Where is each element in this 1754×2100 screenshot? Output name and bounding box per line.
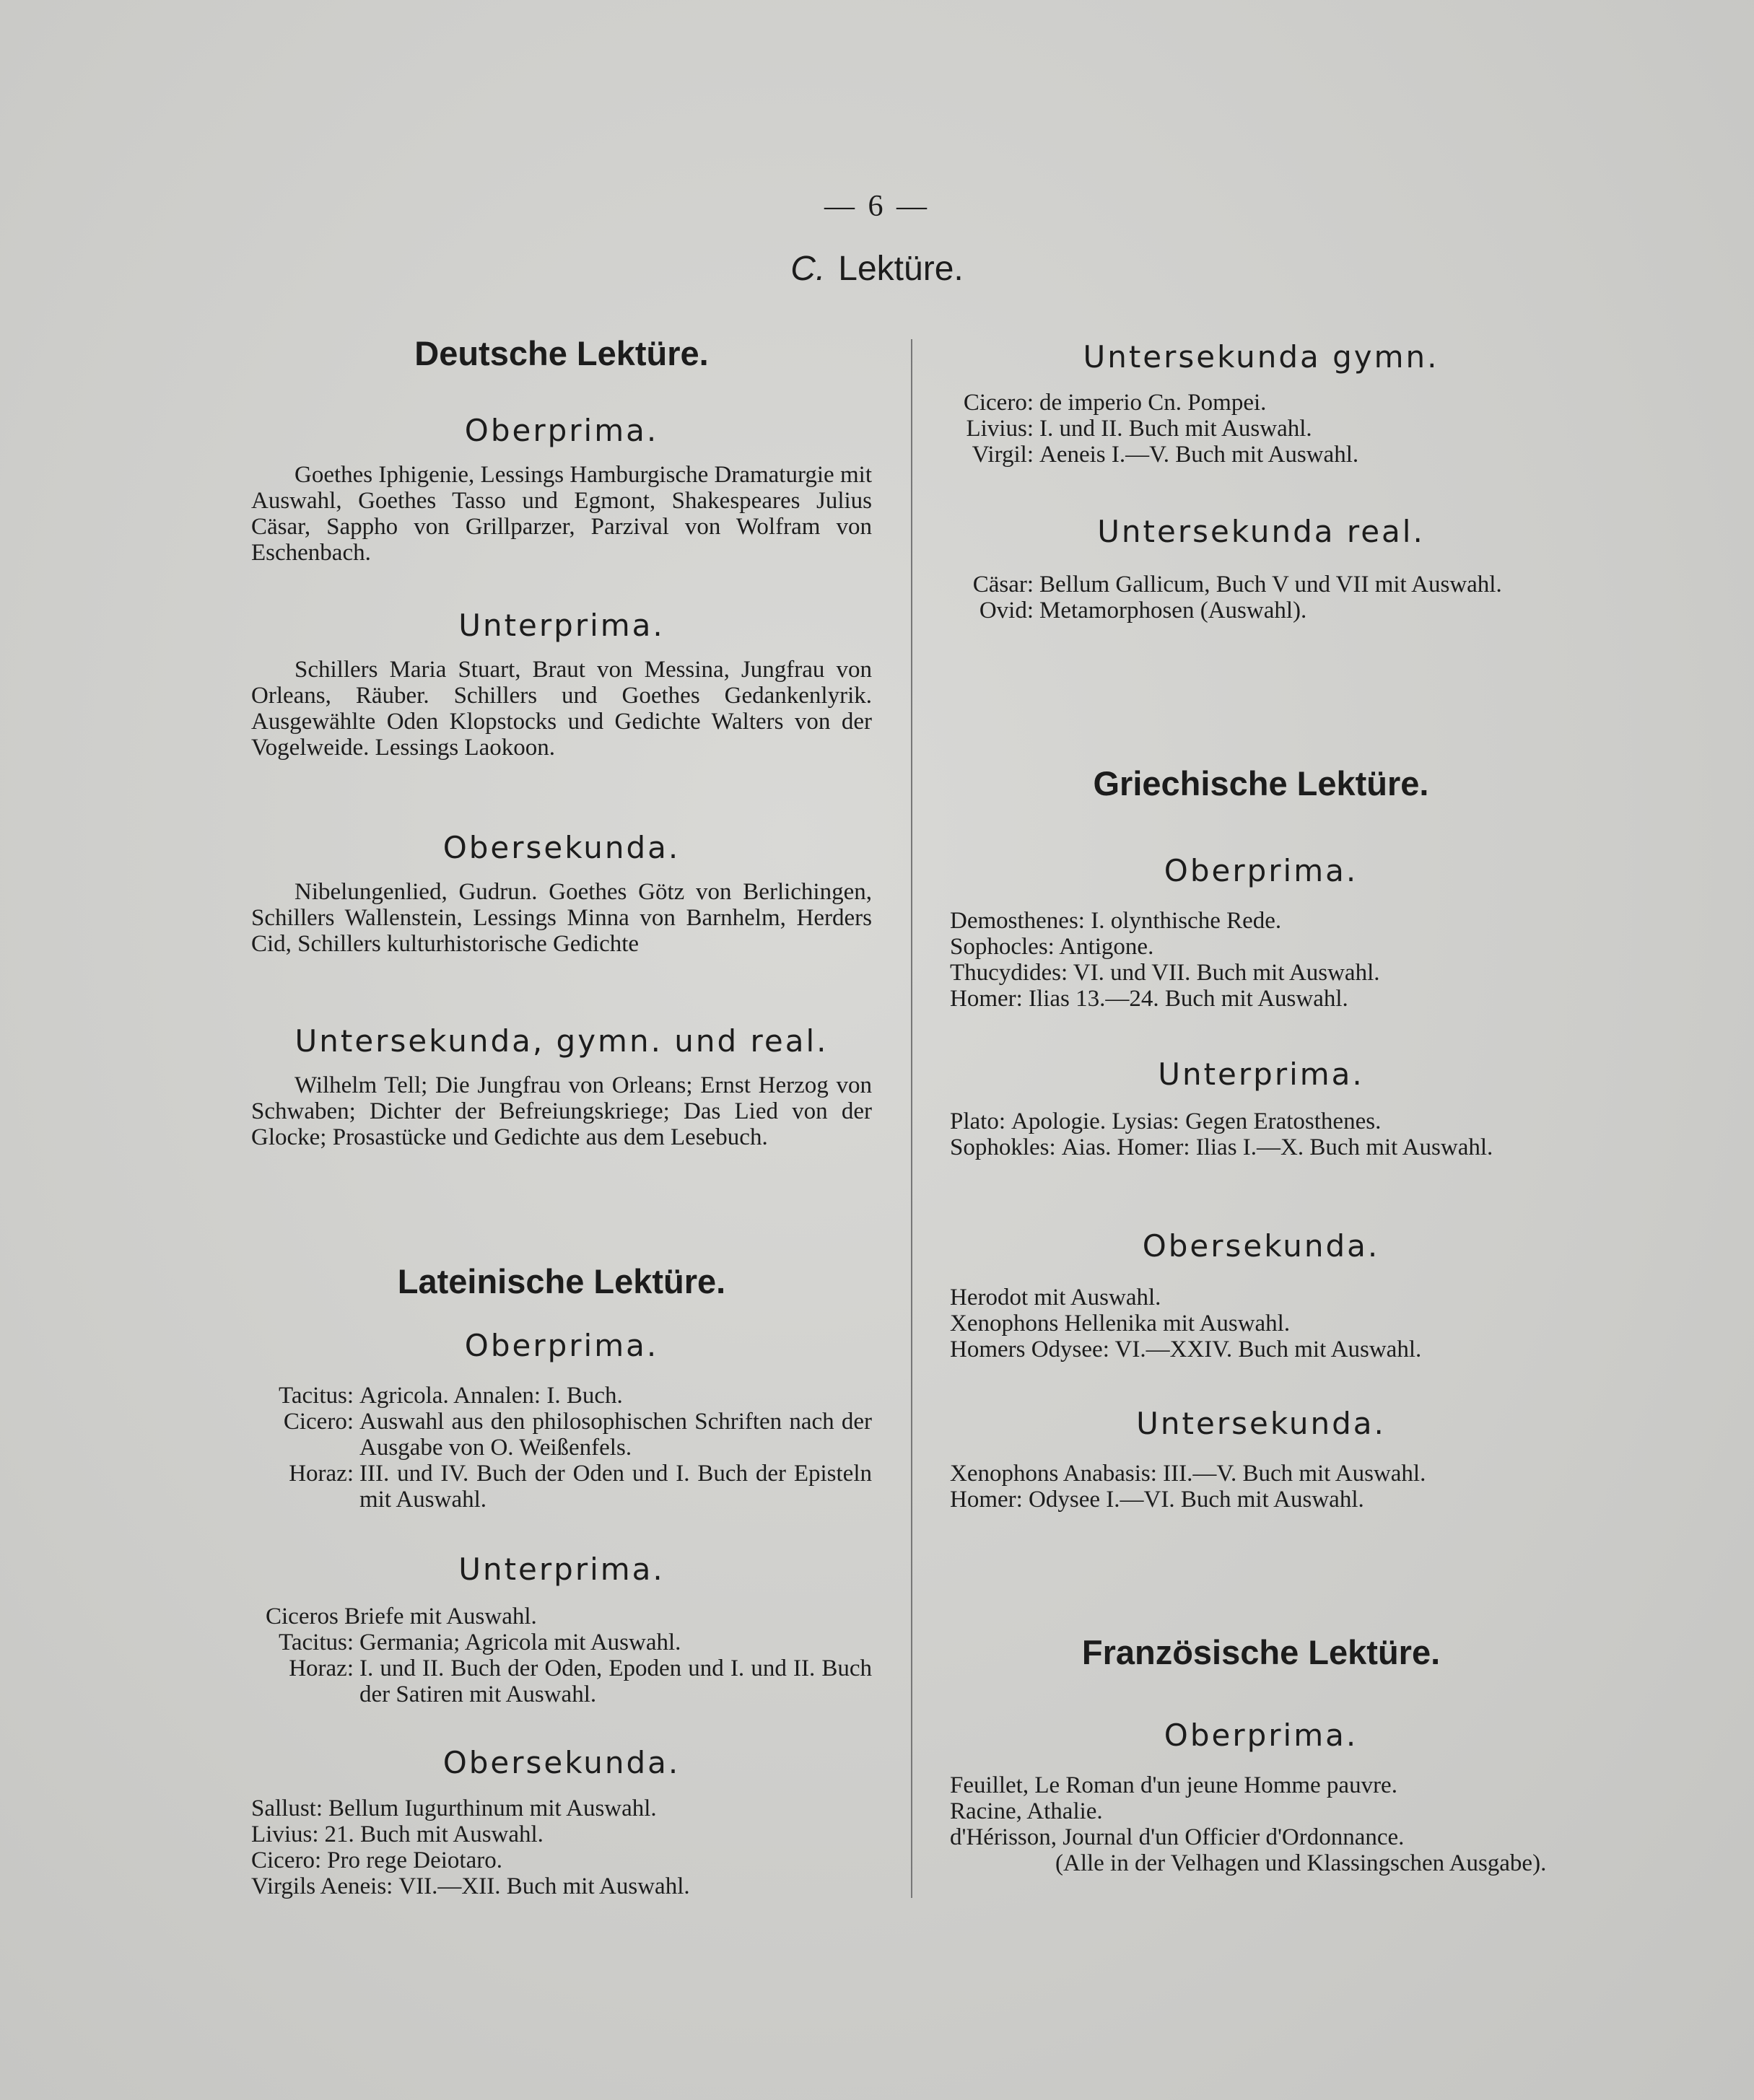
list-item: Homers Odysee: VI.—XXIV. Buch mit Auswahl. <box>950 1336 1422 1362</box>
list-item: Sophocles: Antigone. <box>950 934 1154 960</box>
list-item: Tacitus: Agricola. Annalen: I. Buch. <box>279 1383 623 1409</box>
list-item: Plato: Apologie. Lysias: Gegen Eratosthenes. <box>950 1108 1382 1134</box>
list-item: Cicero: Auswahl aus den philosophischen Schriften nach der Ausgabe von O. Weißenfels. <box>283 1409 872 1461</box>
griechisch-oberprima-list <box>950 908 1572 1012</box>
subheading-griechisch-oberprima: Oberprima. <box>1164 853 1358 888</box>
list-item: Homer: Ilias 13.—24. Buch mit Auswahl. <box>950 986 1348 1012</box>
list-item: Sophokles: Aias. Homer: Ilias I.—X. Buch mit Auswahl. <box>950 1134 1493 1160</box>
chapter-title <box>0 249 1754 289</box>
subheading-obersekunda: Obersekunda. <box>442 830 681 865</box>
subheading-latein-obersekunda: Obersekunda. <box>442 1745 681 1780</box>
griechisch-obersekunda-list <box>950 1285 1572 1362</box>
list-item: d'Hérisson, Journal d'un Officier d'Ordonnance. <box>950 1824 1405 1850</box>
section-heading-griechisch: Griechische Lektüre. <box>1093 764 1429 802</box>
list-item: Thucydides: VI. und VII. Buch mit Auswahl. <box>950 960 1380 986</box>
subheading-franzoesisch-oberprima: Oberprima. <box>1164 1718 1358 1753</box>
franzoesisch-oberprima-list <box>950 1772 1572 1876</box>
list-item: Horaz: I. und II. Buch der Oden, Epoden und I. und II. Buch der Satiren mit Auswahl. <box>289 1655 872 1707</box>
chapter-word: Lektüre. <box>838 250 964 288</box>
list-item: Homer: Odysee I.—VI. Buch mit Auswahl. <box>950 1487 1364 1513</box>
list-item: Xenophons Hellenika mit Auswahl. <box>950 1311 1291 1336</box>
deutsch-unterprima-text: Schillers Maria Stuart, Braut von Messina, Jungfrau von Orleans, Räuber. Schillers und Goethes Gedankenlyrik. Ausgewählte Oden Klopstocks und Gedichte Walters von der Vogelweide. Lessings Laokoon. <box>251 657 872 761</box>
section-heading-franzoesisch: Französische Lektüre. <box>1081 1633 1441 1671</box>
subheading-latein-untersekunda-gymn: Untersekunda gymn. <box>1083 339 1439 375</box>
latein-unterprima-list <box>251 1604 872 1707</box>
latein-untersekunda-gymn-list <box>950 390 1572 468</box>
list-item: Xenophons Anabasis: III.—V. Buch mit Auswahl. <box>950 1461 1426 1487</box>
list-item: Herodot mit Auswahl. <box>950 1285 1161 1311</box>
latein-untersekunda-real-list <box>950 572 1572 624</box>
deutsch-untersekunda-text: Wilhelm Tell; Die Jungfrau von Orleans; Ernst Herzog von Schwaben; Dichter der Befreiungskriege; Das Lied von der Glocke; Prosastücke und Gedichte aus dem Lesebuch. <box>251 1072 872 1150</box>
list-item: Demosthenes: I. olynthische Rede. <box>950 908 1282 934</box>
deutsch-oberprima-text: Goethes Iphigenie, Lessings Hamburgische Dramaturgie mit Auswahl, Goethes Tasso und Egmont, Shakespeares Julius Cäsar, Sappho von Grillparzer, Parzival von Wolfram von Eschenbach. <box>251 462 872 566</box>
list-item: Virgil: Aeneis I.—V. Buch mit Auswahl. <box>972 442 1359 468</box>
list-item: Cicero: Pro rege Deiotaro. <box>251 1847 502 1873</box>
subheading-griechisch-obersekunda: Obersekunda. <box>1142 1228 1380 1264</box>
chapter-letter: C. <box>790 250 826 288</box>
list-item: Virgils Aeneis: VII.—XII. Buch mit Auswahl. <box>251 1873 690 1899</box>
list-item: Ciceros Briefe mit Auswahl. <box>266 1604 537 1629</box>
griechisch-unterprima-list <box>950 1108 1572 1160</box>
subheading-oberprima: Oberprima. <box>464 413 659 448</box>
page-number: — 6 — <box>824 190 930 223</box>
latein-oberprima-list <box>251 1383 872 1513</box>
subheading-untersekunda: Untersekunda, gymn. und real. <box>294 1023 829 1059</box>
subheading-unterprima: Unterprima. <box>458 608 665 643</box>
section-heading-deutsch: Deutsche Lektüre. <box>414 334 709 372</box>
list-item: Tacitus: Germania; Agricola mit Auswahl. <box>279 1629 681 1655</box>
deutsch-obersekunda-text: Nibelungenlied, Gudrun. Goethes Götz von Berlichingen, Schillers Wallenstein, Lessings Minna von Barnhelm, Herders Cid, Schillers kulturhistorische Gedichte <box>251 879 872 957</box>
subheading-griechisch-unterprima: Unterprima. <box>1158 1056 1364 1092</box>
subheading-latein-untersekunda-real: Untersekunda real. <box>1097 514 1425 549</box>
list-item: Racine, Athalie. <box>950 1798 1103 1824</box>
list-item: Cäsar: Bellum Gallicum, Buch V und VII mit Auswahl. <box>972 572 1502 598</box>
subheading-latein-oberprima: Oberprima. <box>464 1328 659 1363</box>
list-item: Cicero: de imperio Cn. Pompei. <box>963 390 1267 416</box>
subheading-griechisch-untersekunda: Untersekunda. <box>1136 1406 1386 1441</box>
list-item: Livius: I. und II. Buch mit Auswahl. <box>966 416 1312 442</box>
list-item: Feuillet, Le Roman d'un jeune Homme pauvre. <box>950 1772 1397 1798</box>
subheading-latein-unterprima: Unterprima. <box>458 1552 665 1587</box>
list-item: Horaz: III. und IV. Buch der Oden und I. Buch der Episteln mit Auswahl. <box>289 1461 872 1513</box>
griechisch-untersekunda-list <box>950 1461 1572 1513</box>
list-item: Livius: 21. Buch mit Auswahl. <box>251 1821 544 1847</box>
edition-note: (Alle in der Velhagen und Klassingschen Ausgabe). <box>1055 1850 1547 1876</box>
column-divider <box>911 339 912 1898</box>
list-item: Ovid: Metamorphosen (Auswahl). <box>979 598 1307 624</box>
section-heading-latein: Lateinische Lektüre. <box>397 1262 726 1300</box>
latein-obersekunda-list <box>251 1795 872 1899</box>
list-item: Sallust: Bellum Iugurthinum mit Auswahl. <box>251 1795 657 1821</box>
